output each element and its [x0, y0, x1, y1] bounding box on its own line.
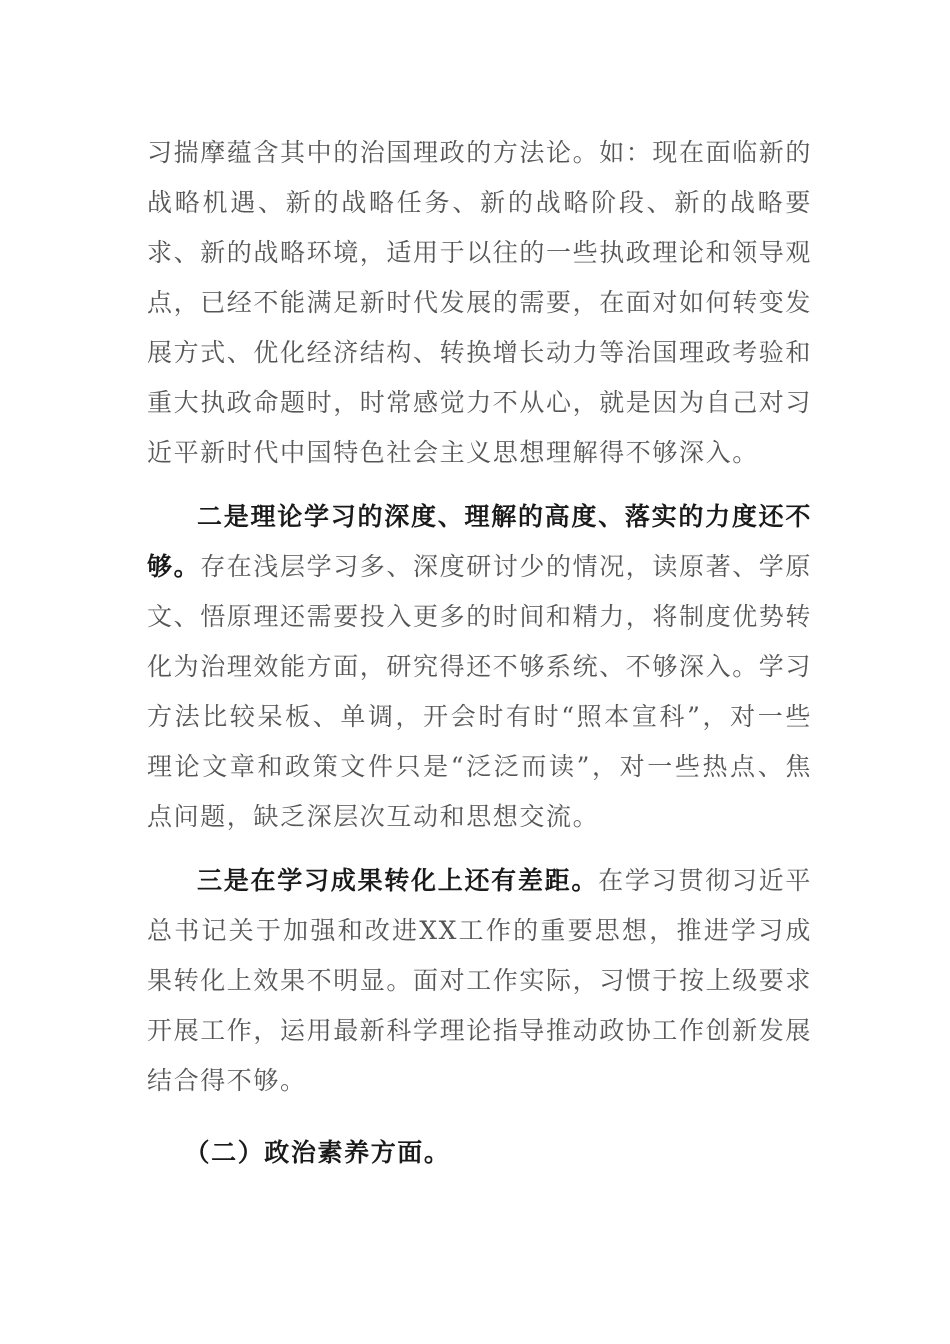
paragraph-point-two	[147, 492, 812, 842]
section-heading: （二）政治素养方面。	[184, 1138, 451, 1167]
document-body	[147, 128, 812, 1178]
paragraph-text: 习揣摩蕴含其中的治国理政的方法论。如：现在面临新的战略机遇、新的战略任务、新的战略阶段、新的战略要求、新的战略环境，适用于以往的一些执政理论和领导观点，已经不能满足新时代发展的需要，在面对如何转变发展方式、优化经济结构、转换增长动力等治国理政考验和重大执政命题时，时常感觉力不从心，就是因为自己对习近平新时代中国特色社会主义思想理解得不够深入。	[147, 138, 813, 467]
paragraph-text: 在学习贯彻习近平总书记关于加强和改进XX工作的重要思想，推进学习成果转化上效果不明显。面对工作实际，习惯于按上级要求开展工作，运用最新科学理论指导推动政协工作创新发展结合得不够。	[147, 866, 813, 1095]
paragraph-lead: 二是理论学习的深度、理解的高度、落实的力度还不够。	[147, 502, 812, 581]
paragraph-point-three	[147, 856, 812, 1106]
paragraph-text: 存在浅层学习多、深度研讨少的情况，读原著、学原文、悟原理还需要投入更多的时间和精力，将制度优势转化为治理效能方面，研究得还不够系统、不够深入。学习方法比较呆板、单调，开会时有时“照本宣科”，对一些理论文章和政策文件只是“泛泛而读”，对一些热点、焦点问题，缺乏深层次互动和思想交流。	[147, 552, 813, 831]
paragraph-lead: 三是在学习成果转化上还有差距。	[197, 866, 599, 895]
paragraph-continuation	[147, 128, 812, 478]
